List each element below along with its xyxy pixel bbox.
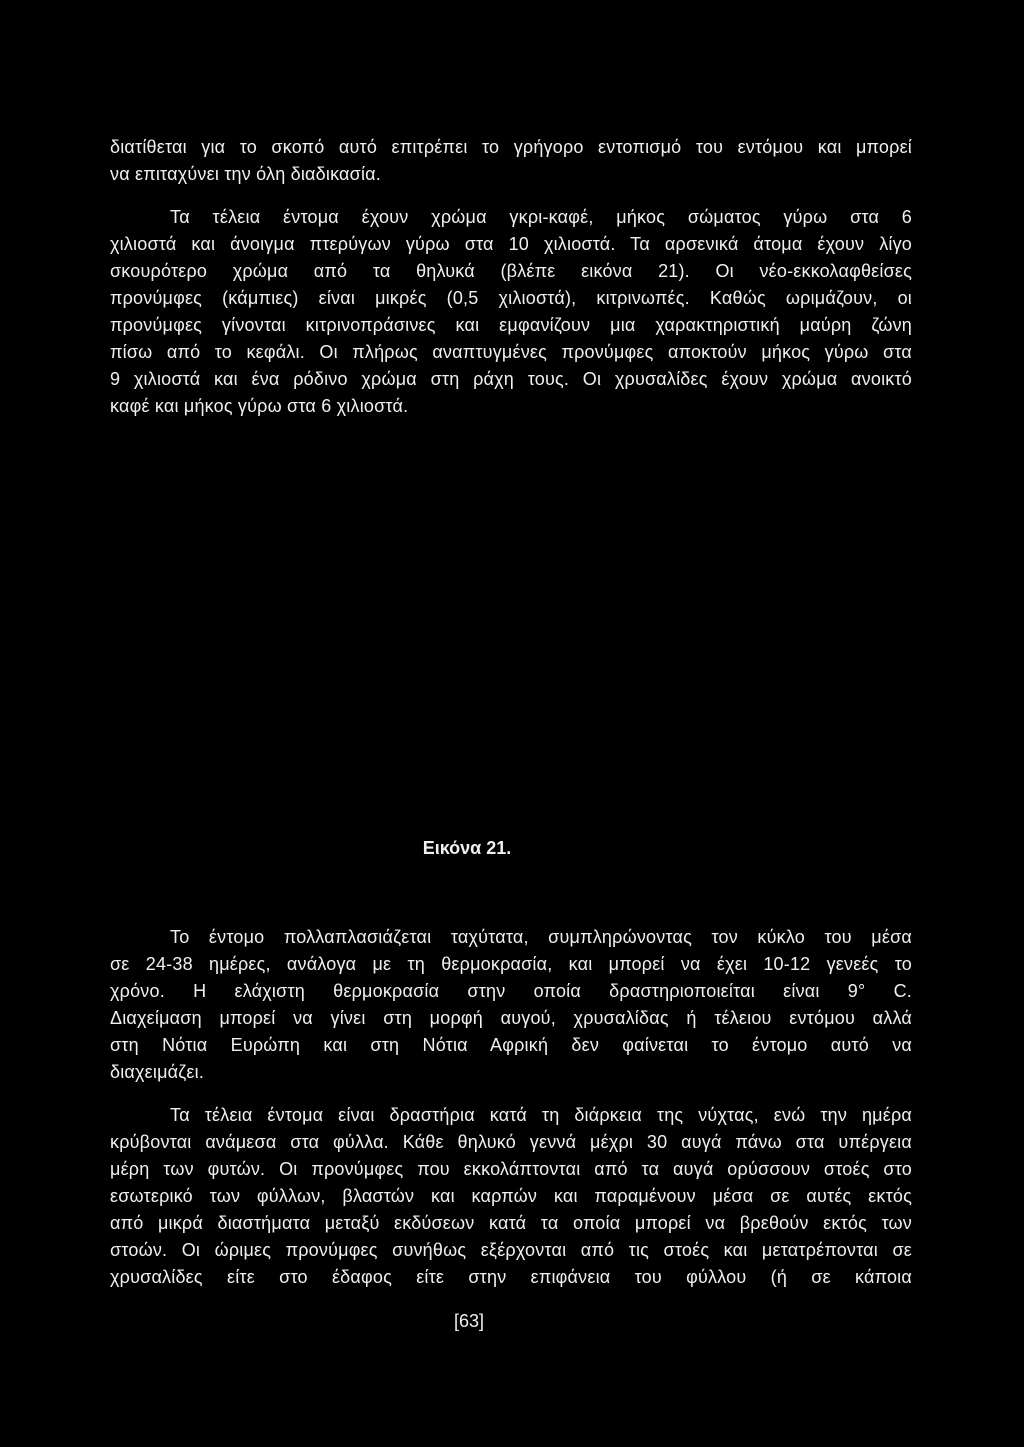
- text-line: Τα τέλεια έντομα έχουν χρώμα γκρι-καφέ, μήκος σώματος γύρω στα 6: [170, 207, 912, 227]
- text-line: κρύβονται ανάμεσα στα φύλλα. Κάθε θηλυκό γεννά μέχρι 30 αυγά πάνω στα υπέργεια: [110, 1132, 912, 1152]
- figure-image: [110, 440, 912, 820]
- text-line: Το έντομο πολλαπλασιάζεται ταχύτατα, συμπληρώνοντας τον κύκλο του μέσα: [170, 927, 912, 947]
- text-line: Διαχείμαση μπορεί να γίνει στη μορφή αυγού, χρυσαλίδας ή τέλειου εντόμου αλλά: [110, 1008, 912, 1028]
- text-line: από μικρά διαστήματα μεταξύ εκδύσεων κατά τα οποία μπορεί να βρεθούν εκτός των: [110, 1213, 912, 1233]
- text-line: χιλιοστά και άνοιγμα πτερύγων γύρω στα 10 χιλιοστά. Τα αρσενικά άτομα έχουν λίγο: [110, 234, 912, 254]
- text-line: χρόνο. Η ελάχιστη θερμοκρασία στην οποία δραστηριοποιείται είναι 9° C.: [110, 981, 912, 1001]
- text-line: διατίθεται για το σκοπό αυτό επιτρέπει το γρήγορο εντοπισμό του εντόμου και μπορεί: [110, 137, 912, 157]
- text-line: πίσω από το κεφάλι. Οι πλήρως αναπτυγμένες προνύμφες αποκτούν μήκος γύρω στα: [110, 342, 912, 362]
- text-line: εσωτερικό των φύλλων, βλαστών και καρπών και παραμένουν μέσα σε αυτές εκτός: [110, 1186, 912, 1206]
- text-line: στη Νότια Ευρώπη και στη Νότια Αφρική δεν φαίνεται το έντομο αυτό να: [110, 1035, 912, 1055]
- text-line: στοών. Οι ώριμες προνύμφες συνήθως εξέρχονται από τις στοές και μετατρέπονται σε: [110, 1240, 912, 1260]
- figure-caption: Εικόνα 21.: [422, 838, 512, 858]
- text-line: μέρη των φυτών. Οι προνύμφες που εκκολάπτονται από τα αυγά ορύσσουν στοές στο: [110, 1159, 912, 1179]
- text-line: προνύμφες (κάμπιες) είναι μικρές (0,5 χιλιοστά), κιτρινωπές. Καθώς ωριμάζουν, οι: [110, 288, 912, 308]
- text-line: να επιταχύνει την όλη διαδικασία.: [110, 164, 381, 184]
- text-line: Τα τέλεια έντομα είναι δραστήρια κατά τη διάρκεια της νύχτας, ενώ την ημέρα: [170, 1105, 912, 1125]
- paragraph-life-cycle: [110, 924, 912, 1086]
- body-text-bottom: [110, 924, 912, 1291]
- text-line: διαχειμάζει.: [110, 1062, 205, 1082]
- paragraph-continued: [110, 134, 912, 188]
- text-line: χρυσαλίδες είτε στο έδαφος είτε στην επιφάνεια του φύλλου (ή σε κάποια: [110, 1267, 912, 1287]
- page-number: [63]: [453, 1311, 485, 1331]
- text-line: καφέ και μήκος γύρω στα 6 χιλιοστά.: [110, 396, 409, 416]
- paragraph-description: [110, 204, 912, 420]
- body-text-top: [110, 134, 912, 420]
- text-line: σκουρότερο χρώμα από τα θηλυκά (βλέπε εικόνα 21). Οι νέο-εκκολαφθείσες: [110, 261, 912, 281]
- text-line: σε 24-38 ημέρες, ανάλογα με τη θερμοκρασία, και μπορεί να έχει 10-12 γενεές το: [110, 954, 912, 974]
- paragraph-behaviour: [110, 1102, 912, 1291]
- text-line: 9 χιλιοστά και ένα ρόδινο χρώμα στη ράχη τους. Οι χρυσαλίδες έχουν χρώμα ανοικτό: [110, 369, 912, 389]
- text-line: προνύμφες γίνονται κιτρινοπράσινες και εμφανίζουν μια χαρακτηριστική μαύρη ζώνη: [110, 315, 912, 335]
